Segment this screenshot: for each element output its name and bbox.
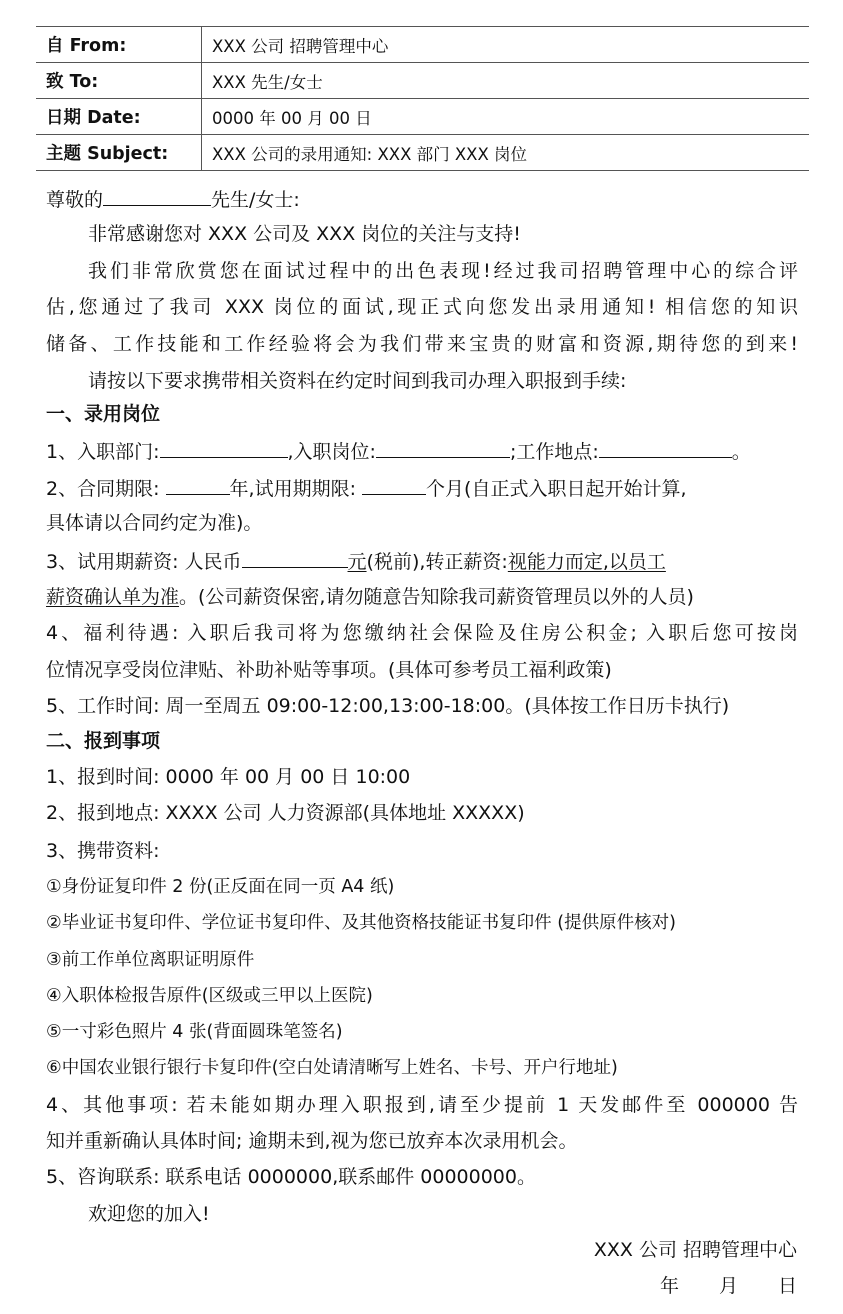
- intro-paragraph-line-1: 我们非常欣赏您在面试过程中的出色表现!经过我司招聘管理中心的综合评: [88, 260, 798, 282]
- intro-paragraph-line-3: 储备、工作技能和工作经验将会为我们带来宝贵的财富和资源,期待您的到来!: [46, 333, 798, 355]
- contact-info: 5、咨询联系: 联系电话 0000000,联系邮件 00000000。: [46, 1166, 536, 1188]
- item3-label: 3、试用期薪资: 人民币: [46, 551, 242, 573]
- item3-regular-label: (税前),转正薪资:: [366, 551, 508, 573]
- to-label: 致 To:: [36, 63, 202, 99]
- report-place: 2、报到地点: XXXX 公司 人力资源部(具体地址 XXXXX): [46, 802, 525, 824]
- signature-month: 月: [718, 1275, 738, 1297]
- item-benefits-line-2: 位情况享受岗位津贴、补助补贴等事项。(具体可参考员工福利政策): [46, 659, 612, 681]
- report-time: 1、报到时间: 0000 年 00 月 00 日 10:00: [46, 766, 411, 788]
- material-item: ⑤一寸彩色照片 4 张(背面圆珠笔签名): [46, 1022, 343, 1042]
- material-item: ④入职体检报告原件(区级或三甲以上医院): [46, 986, 373, 1006]
- item-benefits-line-1: 4、福利待遇: 入职后我司将为您缴纳社会保险及住房公积金; 入职后您可按岗: [46, 622, 798, 644]
- date-value: 0000 年 00 月 00 日: [202, 99, 810, 135]
- name-blank: [103, 189, 211, 206]
- item-salary-line: [46, 551, 666, 572]
- greeting-suffix: 先生/女士:: [211, 189, 300, 211]
- regular-salary-note: 视能力而定,以员工: [507, 551, 666, 573]
- other-matters-line-1: 4、其他事项: 若未能如期办理入职报到,请至少提前 1 天发邮件至 000000 告: [46, 1094, 798, 1116]
- item1-dept-label: 1、入职部门:: [46, 441, 160, 463]
- item-contract-line: [46, 478, 687, 499]
- salary-confirmation-note: 薪资确认单为准: [46, 586, 180, 608]
- location-blank: [599, 441, 732, 458]
- greeting-prefix: 尊敬的: [46, 189, 104, 211]
- salary-confidential-note: 。(公司薪资保密,请勿随意告知除我司薪资管理员以外的人员): [179, 586, 694, 608]
- other-matters-line-2: 知并重新确认具体时间; 逾期未到,视为您已放弃本次录用机会。: [46, 1130, 578, 1152]
- date-label: 日期 Date:: [36, 99, 202, 135]
- salary-blank: [242, 551, 348, 568]
- intro-paragraph-line-2: 估,您通过了我司 XXX 岗位的面试,现正式向您发出录用通知! 相信您的知识: [46, 296, 798, 318]
- letter-header-table: [36, 26, 809, 171]
- from-label: 自 From:: [36, 27, 202, 63]
- item1-location-label: ;工作地点:: [509, 441, 599, 463]
- section-title-report: 二、报到事项: [46, 730, 161, 752]
- request-line: 请按以下要求携带相关资料在约定时间到我司办理入职报到手续:: [88, 370, 627, 392]
- item-work-hours: 5、工作时间: 周一至周五 09:00-12:00,13:00-18:00。(具体按工作日历卡执行): [46, 695, 730, 717]
- section-title-position: 一、录用岗位: [46, 403, 161, 425]
- materials-title: 3、携带资料:: [46, 840, 160, 862]
- signature-company: XXX 公司 招聘管理中心: [593, 1239, 797, 1261]
- subject-value: XXX 公司的录用通知: XXX 部门 XXX 岗位: [202, 135, 810, 171]
- department-blank: [160, 441, 288, 458]
- thanks-line: 非常感谢您对 XXX 公司及 XXX 岗位的关注与支持!: [88, 223, 521, 245]
- item2-probation-label: 年,试用期期限:: [229, 478, 356, 500]
- item2-tail: 个月(自正式入职日起开始计算,: [426, 478, 687, 500]
- header-row-date: [36, 99, 809, 135]
- item2-label: 2、合同期限:: [46, 478, 160, 500]
- item1-end: 。: [731, 441, 751, 463]
- material-item: ①身份证复印件 2 份(正反面在同一页 A4 纸): [46, 877, 395, 897]
- header-row-subject: [36, 135, 809, 171]
- material-item: ⑥中国农业银行银行卡复印件(空白处请清晰写上姓名、卡号、开户行地址): [46, 1058, 618, 1078]
- material-item: ②毕业证书复印件、学位证书复印件、及其他资格技能证书复印件 (提供原件核对): [46, 913, 676, 933]
- subject-label: 主题 Subject:: [36, 135, 202, 171]
- signature-year: 年: [659, 1275, 679, 1297]
- from-value: XXX 公司 招聘管理中心: [202, 27, 810, 63]
- item-contract-line-2: 具体请以合同约定为准)。: [46, 512, 263, 534]
- material-item: ③前工作单位离职证明原件: [46, 950, 255, 970]
- header-row-from: [36, 27, 809, 63]
- welcome-line: 欢迎您的加入!: [88, 1203, 210, 1225]
- probation-months-blank: [362, 478, 426, 495]
- item1-position-label: ,入职岗位:: [287, 441, 376, 463]
- item-department-line: [46, 441, 751, 462]
- greeting-line: [46, 189, 300, 210]
- position-blank: [376, 441, 510, 458]
- signature-day: 日: [777, 1275, 797, 1297]
- header-row-to: [36, 63, 809, 99]
- contract-years-blank: [166, 478, 230, 495]
- item-salary-line-2: [46, 588, 694, 607]
- to-value: XXX 先生/女士: [202, 63, 810, 99]
- salary-yuan: 元: [347, 551, 367, 573]
- signature-date: [660, 1277, 797, 1296]
